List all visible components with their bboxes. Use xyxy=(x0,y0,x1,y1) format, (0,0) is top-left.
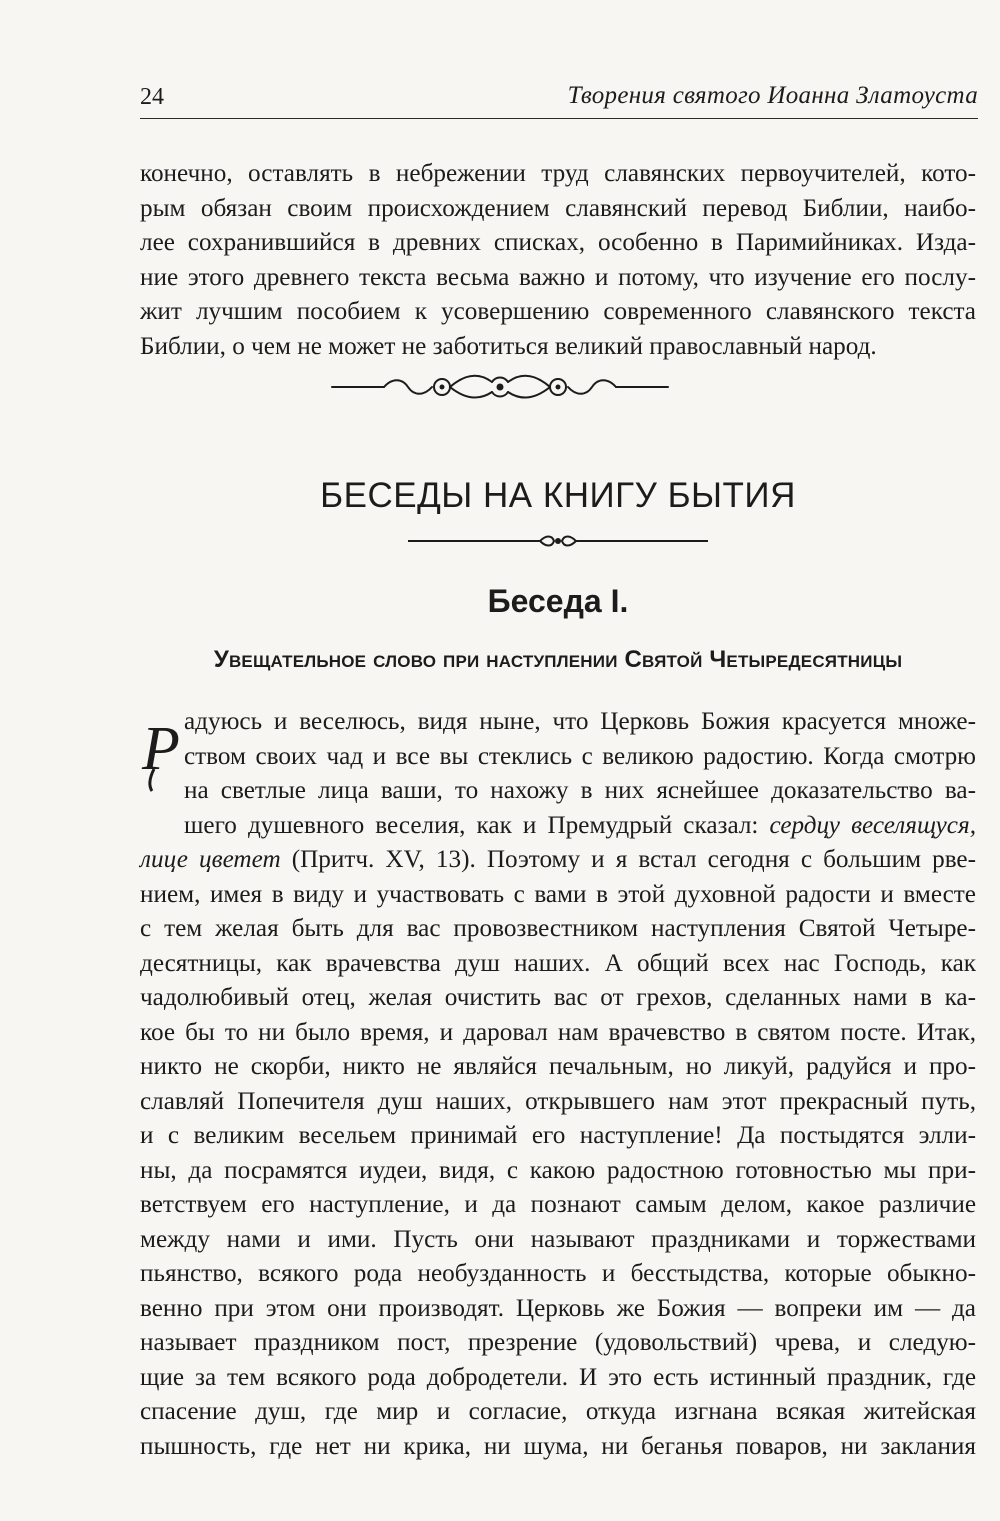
text-line xyxy=(140,843,976,878)
text-line: ны, да посрамятся иудеи, видя, с какою радостною готовностью мы при- xyxy=(140,1156,976,1184)
text-line: и с великим весельем принимай его наступление! Да постыдятся элли- xyxy=(140,1122,976,1149)
text-line: называет праздником пост, презрение (удовольствий) чрева, и следую- xyxy=(140,1329,976,1356)
text-line: нием, имея в виду и участвовать с вами в этой духовной радости и вместе xyxy=(140,880,976,908)
sermon-subtitle: Увещательное слово при наступлении Святой Четыредесятницы xyxy=(213,646,903,673)
running-head xyxy=(140,78,978,119)
page-number: 24 xyxy=(140,84,164,110)
text-line: с тем желая быть для вас провозвестником наступления Святой Четыре- xyxy=(140,915,976,942)
text-line: Библии, о чем не может не заботиться великий православный народ. xyxy=(140,332,877,360)
text-line xyxy=(140,774,976,809)
text-line: между нами и ими. Пусть они называют праздниками и торжествами xyxy=(140,1225,976,1253)
book-title: БЕСЕДЫ НА КНИГУ БЫТИЯ xyxy=(320,476,796,515)
text-line: славляй Попечителя душ наших, открывшего нам этот прекрасный путь, xyxy=(140,1087,976,1115)
text-line: чадолюбивый отец, желая очистить вас от грехов, сделанных нами в ка- xyxy=(140,984,976,1011)
text-line: рым обязан своим происхождением славянский перевод Библии, наибо- xyxy=(140,194,976,222)
text-line: никто не скорби, никто не являйся печальным, но ликуй, радуйся и про- xyxy=(140,1053,976,1080)
text-line: спасение душ, где мир и согласие, откуда изгнана всякая житейская xyxy=(140,1398,976,1425)
text-line: лее сохранившийся в древних списках, особенно в Паримийниках. Изда- xyxy=(140,229,976,256)
text-line: ветствуем его наступление, и да познают самым делом, какое различие xyxy=(140,1191,976,1218)
text-line: ством своих чад и все вы стеклись с великою радостию. Когда смотрю xyxy=(184,742,976,770)
text-line xyxy=(140,809,976,844)
text-line: десятницы, как врачевства душ наших. А общий всех нас Господь, как xyxy=(140,949,976,977)
drop-cap-text: Р xyxy=(142,715,180,783)
text-line: венно при этом они производят. Церковь же Божия — вопреки им — да xyxy=(140,1294,976,1322)
sermon-title: Беседа I. xyxy=(487,583,629,619)
text-line: кое бы то ни было время, и даровал нам врачевство в святом посте. Итак, xyxy=(140,1018,976,1046)
flourish-ornament-icon xyxy=(330,367,670,407)
line-text: (Притч. XV, 13). Поэтому и я встал сегодня с большим рве- xyxy=(291,846,977,873)
scripture-quote: сердцу веселящуся, xyxy=(769,811,976,839)
text-line: пышность, где нет ни крика, ни шума, ни беганья поваров, ни заклания xyxy=(140,1432,976,1460)
sermon-body xyxy=(140,705,976,1464)
running-title: Творения святого Иоанна Златоуста xyxy=(567,82,978,109)
text-line: щие за тем всякого рода добродетели. И это есть истинный праздник, где xyxy=(140,1363,976,1391)
text-line: конечно, оставлять в небрежении труд славянских первоучителей, кото- xyxy=(140,160,976,187)
line-text: на светлые лица ваши, то нахожу в них яснейшее доказательство ва- xyxy=(184,777,976,804)
divider-ornament-icon xyxy=(408,531,708,551)
text-line: жит лучшим пособием к усовершению современного славянского текста xyxy=(140,298,976,325)
intro-paragraph xyxy=(140,157,976,364)
scripture-quote: лице цветет xyxy=(140,846,281,873)
text-line: адуюсь и веселюсь, видя ныне, что Церковь Божия красуется множе- xyxy=(184,708,976,735)
text-line: пьянство, всякого рода необузданность и бесстыдства, которые обыкно- xyxy=(140,1260,976,1287)
text-line: ние этого древнего текста весьма важно и потому, что изучение его послу- xyxy=(140,263,976,291)
line-text: шего душевного веселия, как и Премудрый сказал: xyxy=(184,811,759,839)
